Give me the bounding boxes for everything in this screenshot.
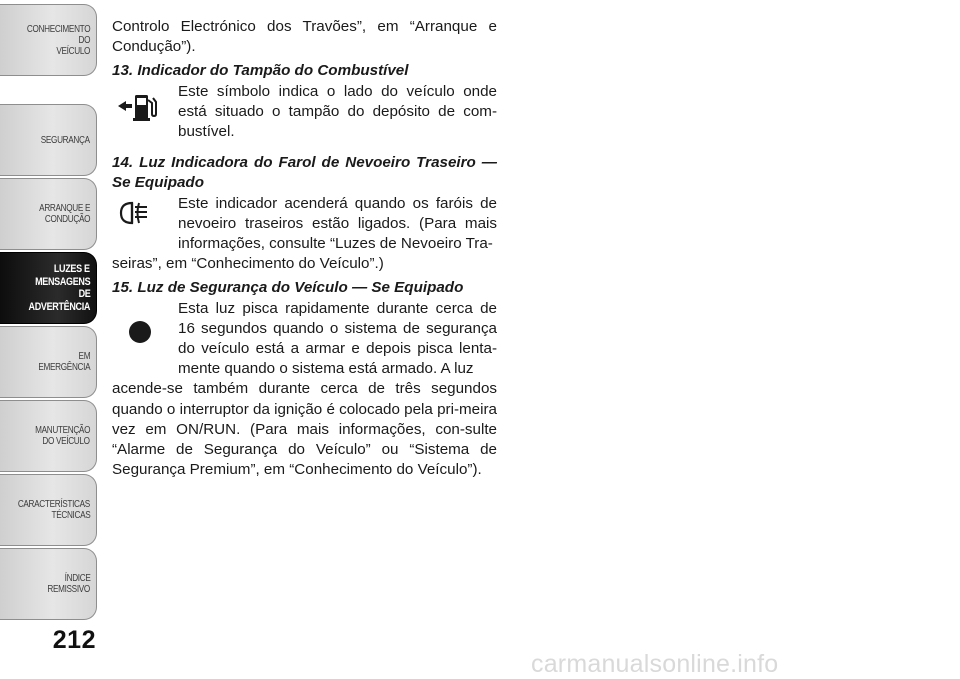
tab-seguranca[interactable] [0, 104, 97, 176]
tab-label-line: LUZES E [54, 263, 90, 275]
tab-label-line: ARRANQUE E [39, 203, 90, 214]
tab-label-line: MENSAGENS [34, 275, 90, 288]
section-15-text-continued: acende-se também durante cerca de três segundos quando o interruptor da ignição é colocado pela pri-meira vez em ON/RUN. (Para mais informações, con-sulte “Alarme de Segurança do Veículo” ou “Sistema de Segurança Premium”, em “Conhecimento do Veículo”). [112, 380, 497, 479]
section-15-heading: 15. Luz de Segurança do Veículo — Se Equipado [112, 279, 464, 297]
tab-label-line: CONDUÇÃO [44, 214, 90, 225]
section-14-heading: 14. Luz Indicadora do Farol de Nevoeiro Traseiro — Se Equipado [112, 154, 497, 192]
section-15-text: Esta luz pisca rapidamente durante cerca de 16 segundos quando o sistema de segurança do veículo está a armar e depois pisca lenta-mente quando o sistema está armado. A luz [178, 299, 497, 378]
tab-conhecimento-do-veiculo[interactable] [0, 4, 97, 76]
intro-paragraph: Controlo Electrónico dos Travões”, em “Arranque e Condução”). [112, 18, 497, 56]
section-14-body [112, 194, 497, 255]
tab-label-line: DE [78, 288, 90, 300]
watermark: carmanualsonline.info [531, 650, 779, 678]
tab-label-line: DO [78, 34, 90, 46]
section-13-heading: 13. Indicador do Tampão do Combustível [112, 62, 409, 80]
tab-label-line: MANUTENÇÃO [34, 425, 90, 436]
tab-caracteristicas-tecnicas[interactable] [0, 474, 97, 546]
tab-label-line: DO VEÍCULO [42, 436, 90, 447]
page-content [112, 17, 497, 480]
tab-label-line: ÍNDICE [64, 573, 90, 584]
page-number: 212 [52, 626, 96, 654]
tab-label-line: EM [78, 351, 90, 362]
tab-label-line: SEGURANÇA [41, 134, 90, 146]
tab-indice-remissivo[interactable] [0, 548, 97, 620]
tab-manutencao-do-veiculo[interactable] [0, 400, 97, 472]
section-15-body [112, 299, 497, 380]
tab-em-emergencia[interactable] [0, 326, 97, 398]
tab-label-line: ADVERTÊNCIA [28, 300, 90, 313]
fuel-door-icon [116, 90, 160, 128]
rear-fog-light-icon [118, 200, 152, 232]
tab-label-line: VEÍCULO [56, 45, 90, 57]
tab-label-line: EMERGÊNCIA [38, 362, 90, 373]
section-14-text-continued: seiras”, em “Conhecimento do Veículo”.) [112, 255, 384, 273]
tab-label-line: CARACTERÍSTICAS [17, 499, 90, 510]
section-13-text: Este símbolo indica o lado do veículo onde está situado o tampão do depósito de com-bustível. [178, 82, 497, 141]
tab-label-line: REMISSIVO [47, 584, 90, 595]
tab-label-line: TÉCNICAS [51, 510, 90, 521]
tab-arranque-e-conducao[interactable] [0, 178, 97, 250]
security-light-icon [127, 319, 153, 351]
section-13-body [112, 82, 497, 143]
tab-luzes-e-mensagens-de-advertencia[interactable] [0, 252, 97, 324]
tab-label-line: CONHECIMENTO [26, 23, 90, 35]
section-14-text: Este indicador acenderá quando os faróis de nevoeiro traseiros estão ligados. (Para mais informações, consulte “Luzes de Nevoeiro Tra- [178, 194, 497, 253]
